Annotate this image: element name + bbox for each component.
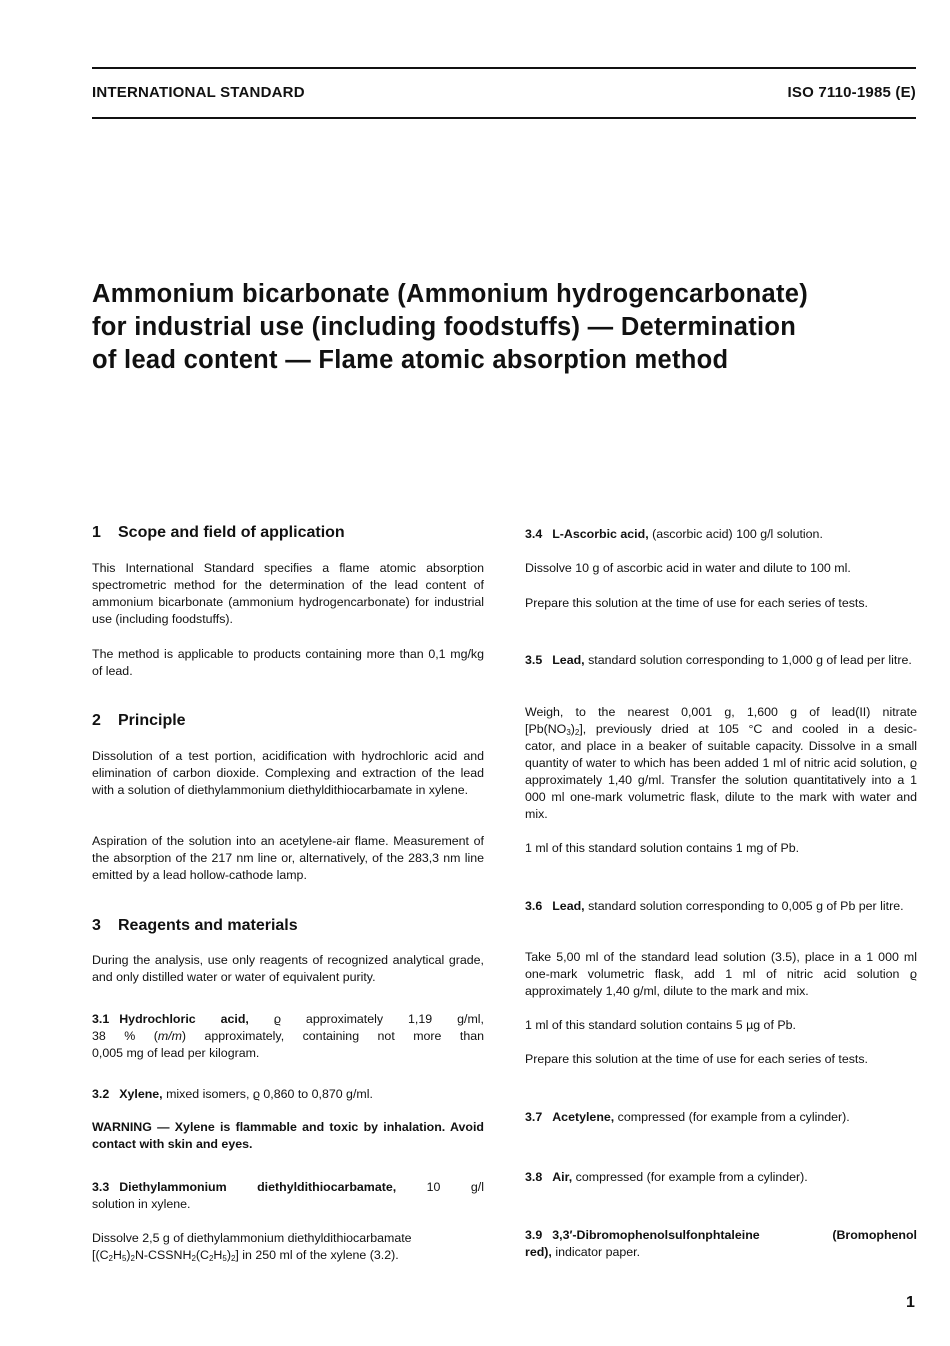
item-3-3-formula: $[(C_2H_5)_2N-CSSNH_2(C_2H_5)_2]$ in 250 ml of the xylene (3.2).	[92, 1248, 399, 1263]
item-name: Xylene,	[119, 1087, 163, 1101]
item-text: indicator paper.	[555, 1245, 641, 1259]
document-type: INTERNATIONAL STANDARD	[92, 84, 305, 101]
item-name: red),	[525, 1245, 552, 1259]
item-name: Lead,	[552, 899, 585, 913]
section-1-heading	[92, 524, 484, 541]
header-top-rule	[92, 67, 916, 69]
section-title: Scope and field of application	[118, 524, 345, 541]
item-text: mixed isomers, ϱ 0,860 to 0,870 g/ml.	[166, 1087, 373, 1101]
section-2-paragraph: Dissolution of a test portion, acidification with hydrochloric acid and elimination of carbon dioxide. Complexing and extraction of the lead with a solution of diethylammonium diethyldithiocarbamate in xylene.	[92, 749, 484, 797]
item-name: Air,	[552, 1170, 573, 1184]
section-3-paragraph: During the analysis, use only reagents of recognized analytical grade, and only distilled water or water of equivalent purity.	[92, 953, 484, 984]
item-text: solution in xylene.	[92, 1197, 191, 1211]
item-3-5	[525, 652, 917, 669]
item-3-4-paragraph: Dissolve 10 g of ascorbic acid in water and dilute to 100 ml.	[525, 561, 851, 575]
section-2-paragraph: Aspiration of the solution into an acetylene-air flame. Measurement of the absorption of the 217 nm line or, alternatively, of the 283,3 nm line emitted by a lead hollow-cathode lamp.	[92, 834, 484, 882]
item-3-9	[525, 1227, 917, 1261]
item-3-6-paragraph: Take 5,00 ml of the standard lead solution (3.5), place in a 1 000 ml one-mark volumetric flask, add 1 ml of nitric acid solution ϱ approximately 1,40 g/ml, dilute to the mark and mix.	[525, 950, 917, 998]
item-3-1	[92, 1011, 484, 1062]
item-3-4	[525, 526, 917, 543]
item-3-5-paragraph: cator, and place in a beaker of suitable capacity. Dissolve in a small quantity of water to which has been added 1 ml of nitric acid solution, ϱ approximately 1,40 g/ml. Transfer the solution quantitatively into a 1 000 ml one-mark volumetric flask, dilute to the mark with water and mix.	[525, 739, 917, 821]
item-text: ϱ approximately 1,19 g/ml,	[273, 1012, 484, 1026]
item-text: 0,005 mg of lead per kilogram.	[92, 1046, 260, 1060]
item-text: (ascorbic acid) 100 g/l solution.	[652, 527, 823, 541]
item-number: 3.2	[92, 1087, 110, 1101]
item-number: 3.6	[525, 899, 543, 913]
item-name: Lead,	[552, 653, 585, 667]
item-formula: $[Pb(NO_3)_2]$, previously dried at 105 °C and cooled in a desic-	[525, 722, 917, 737]
header-bottom-rule	[92, 117, 916, 119]
item-text: Weigh, to the nearest 0,001 g, 1,600 g of lead(II) nitrate	[525, 705, 917, 719]
item-number: 3.9	[525, 1228, 543, 1242]
item-text: compressed (for example from a cylinder).	[575, 1170, 808, 1184]
section-title: Reagents and materials	[118, 917, 298, 934]
item-3-8	[525, 1169, 917, 1186]
item-3-4-paragraph: Prepare this solution at the time of use for each series of tests.	[525, 596, 868, 610]
item-number: 3.7	[525, 1110, 543, 1124]
item-name: Hydrochloric acid,	[119, 1012, 249, 1026]
item-number: 3.4	[525, 527, 543, 541]
item-3-5-procedure	[525, 704, 917, 738]
section-title: Principle	[118, 712, 186, 729]
page-number: 1	[906, 1294, 915, 1311]
title-line: of lead content — Flame atomic absorption method	[92, 346, 729, 374]
item-text: standard solution corresponding to 0,005 g of Pb per litre.	[588, 899, 904, 913]
item-number: 3.8	[525, 1170, 543, 1184]
section-2-heading	[92, 712, 484, 729]
xylene-warning: WARNING — Xylene is flammable and toxic by inhalation. Avoid contact with skin and eyes.	[92, 1120, 484, 1151]
document-title	[92, 278, 922, 377]
item-name: Acetylene,	[552, 1110, 615, 1124]
item-name: Diethylammonium diethyldithiocarbamate,	[119, 1180, 397, 1194]
item-text: standard solution corresponding to 1,000 g of lead per litre.	[588, 653, 912, 667]
title-line: for industrial use (including foodstuffs) — Determination	[92, 313, 797, 341]
section-1-paragraph: This International Standard specifies a flame atomic absorption spectrometric method for the determination of the lead content of ammonium bicarbonate (ammonium hydrogencarbonate) for industrial use (including foodstuffs).	[92, 561, 484, 626]
item-3-6-paragraph: Prepare this solution at the time of use for each series of tests.	[525, 1052, 868, 1066]
item-3-7	[525, 1109, 917, 1126]
item-text: compressed (for example from a cylinder).	[617, 1110, 850, 1124]
item-3-3	[92, 1179, 484, 1213]
item-3-2	[92, 1086, 484, 1103]
item-3-6-paragraph: 1 ml of this standard solution contains 5 µg of Pb.	[525, 1018, 796, 1032]
item-number: 3.3	[92, 1180, 110, 1194]
item-text: 10 g/l	[426, 1180, 484, 1194]
item-3-6	[525, 898, 917, 915]
item-name: 3,3′-Dibromophenolsulfonphtaleine (Bromophenol	[552, 1228, 917, 1242]
item-number: 3.5	[525, 653, 543, 667]
item-3-5-paragraph: 1 ml of this standard solution contains 1 mg of Pb.	[525, 841, 800, 855]
item-text: 38 % (m/m) approximately, containing not more than	[92, 1029, 484, 1043]
standard-number: ISO 7110-1985 (E)	[787, 84, 916, 101]
section-number: 1	[92, 524, 101, 541]
section-3-heading	[92, 917, 484, 934]
section-1-paragraph: The method is applicable to products containing more than 0,1 mg/kg of lead.	[92, 647, 484, 678]
title-line: Ammonium bicarbonate (Ammonium hydrogencarbonate)	[92, 280, 809, 308]
item-3-3-paragraph: Dissolve 2,5 g of diethylammonium diethyldithiocarbamate	[92, 1231, 412, 1245]
item-number: 3.1	[92, 1012, 110, 1026]
item-name: L-Ascorbic acid,	[552, 527, 649, 541]
section-number: 3	[92, 917, 101, 934]
section-number: 2	[92, 712, 101, 729]
